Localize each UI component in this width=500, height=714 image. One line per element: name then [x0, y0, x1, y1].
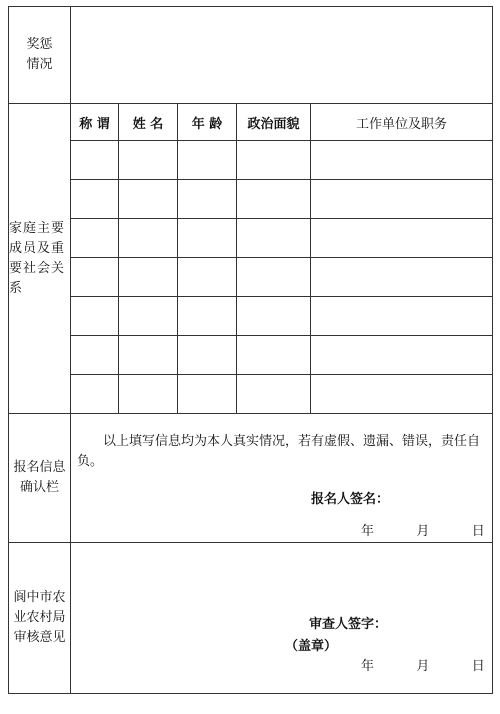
- registration-form-page: [8, 6, 492, 706]
- family-cell-employer-position[interactable]: [311, 297, 493, 336]
- family-header-relation: 称 谓: [71, 104, 119, 141]
- family-row: [9, 297, 493, 336]
- review-label-line3: 审核意见: [13, 630, 66, 645]
- confirm-content-cell: [71, 414, 493, 543]
- review-label-line1: 阆中市农: [13, 590, 66, 605]
- family-cell-political-status[interactable]: [237, 141, 311, 180]
- family-cell-relation[interactable]: [71, 219, 119, 258]
- review-date-label: 年 月 日: [361, 659, 485, 674]
- confirm-label-cell: [9, 414, 71, 543]
- family-cell-name[interactable]: [119, 219, 178, 258]
- family-cell-age[interactable]: [178, 336, 237, 375]
- review-content-cell: [71, 543, 493, 694]
- family-row: [9, 180, 493, 219]
- applicant-signature-label: 报名人签名：: [311, 492, 390, 507]
- family-cell-relation[interactable]: [71, 375, 119, 414]
- family-cell-age[interactable]: [178, 180, 237, 219]
- family-label-cell: [9, 104, 71, 414]
- review-label-line2: 业农村局: [13, 610, 66, 625]
- family-row: [9, 219, 493, 258]
- awards-label-line1: 奖惩: [26, 37, 53, 52]
- family-cell-political-status[interactable]: [237, 219, 311, 258]
- awards-label-cell: [9, 7, 71, 104]
- family-header-employer-position: 工作单位及职务: [311, 104, 493, 141]
- family-cell-age[interactable]: [178, 375, 237, 414]
- family-row: [9, 336, 493, 375]
- family-cell-political-status[interactable]: [237, 336, 311, 375]
- family-cell-employer-position[interactable]: [311, 219, 493, 258]
- family-cell-age[interactable]: [178, 141, 237, 180]
- family-cell-name[interactable]: [119, 336, 178, 375]
- family-header-name: 姓 名: [119, 104, 178, 141]
- family-cell-political-status[interactable]: [237, 180, 311, 219]
- family-cell-political-status[interactable]: [237, 375, 311, 414]
- family-row: [9, 141, 493, 180]
- family-cell-employer-position[interactable]: [311, 258, 493, 297]
- family-cell-name[interactable]: [119, 141, 178, 180]
- family-cell-relation[interactable]: [71, 141, 119, 180]
- family-cell-age[interactable]: [178, 297, 237, 336]
- registration-form-table: [8, 6, 493, 694]
- family-row: [9, 375, 493, 414]
- family-cell-age[interactable]: [178, 219, 237, 258]
- family-cell-political-status[interactable]: [237, 258, 311, 297]
- family-cell-relation[interactable]: [71, 297, 119, 336]
- family-cell-age[interactable]: [178, 258, 237, 297]
- family-cell-name[interactable]: [119, 375, 178, 414]
- confirm-label-line1: 报名信息: [13, 460, 66, 475]
- family-cell-relation[interactable]: [71, 336, 119, 375]
- family-label: 家庭主要成员及重要社会关系: [9, 220, 66, 296]
- family-header-political-status: 政治面貌: [237, 104, 311, 141]
- family-row: [9, 258, 493, 297]
- family-cell-name[interactable]: [119, 258, 178, 297]
- family-cell-relation[interactable]: [71, 258, 119, 297]
- confirm-statement: 以上填写信息均为本人真实情况，若有虚假、遗漏、错误，责任自负。: [77, 434, 481, 469]
- awards-content-field[interactable]: [71, 7, 493, 104]
- family-cell-name[interactable]: [119, 180, 178, 219]
- review-label-cell: [9, 543, 71, 694]
- family-cell-name[interactable]: [119, 297, 178, 336]
- family-cell-employer-position[interactable]: [311, 375, 493, 414]
- seal-label: （盖章）: [285, 639, 338, 654]
- family-cell-employer-position[interactable]: [311, 141, 493, 180]
- confirm-label-line2: 确认栏: [19, 480, 59, 495]
- reviewer-signature-label: 审查人签字：: [309, 617, 388, 632]
- family-cell-employer-position[interactable]: [311, 180, 493, 219]
- confirm-date-label: 年 月 日: [361, 524, 485, 539]
- family-cell-political-status[interactable]: [237, 297, 311, 336]
- family-cell-relation[interactable]: [71, 180, 119, 219]
- family-header-age: 年 龄: [178, 104, 237, 141]
- family-cell-employer-position[interactable]: [311, 336, 493, 375]
- awards-label-line2: 情况: [26, 57, 53, 72]
